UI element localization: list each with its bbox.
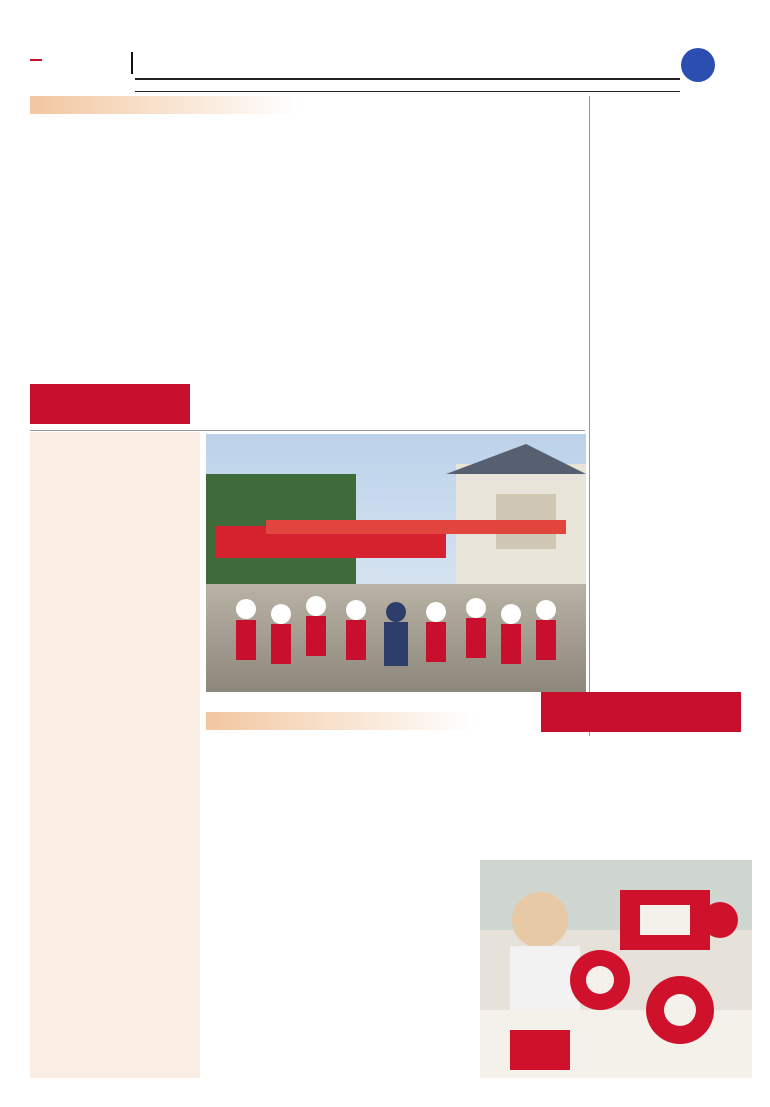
header-rule-2: [135, 91, 680, 92]
series-bar-2: [206, 712, 506, 730]
column-divider: [589, 96, 590, 736]
masthead-separator: [131, 52, 133, 74]
editorial-box: [30, 432, 200, 1078]
papercut-photo-illustration: [480, 860, 752, 1078]
right-vertical-title: [696, 96, 756, 516]
logo-subtitle: [30, 59, 42, 61]
papercut-photo: [480, 860, 752, 1078]
page-number: [681, 48, 715, 82]
editorial-text: [36, 436, 194, 438]
masthead-logo: [30, 46, 134, 65]
performance-photo-illustration: [206, 434, 586, 692]
header-rule: [135, 78, 680, 80]
series-bar: [30, 96, 330, 114]
section-divider: [30, 430, 585, 431]
banner-2: [541, 692, 741, 732]
performance-photo: [206, 434, 586, 692]
banner-1: [30, 384, 190, 424]
